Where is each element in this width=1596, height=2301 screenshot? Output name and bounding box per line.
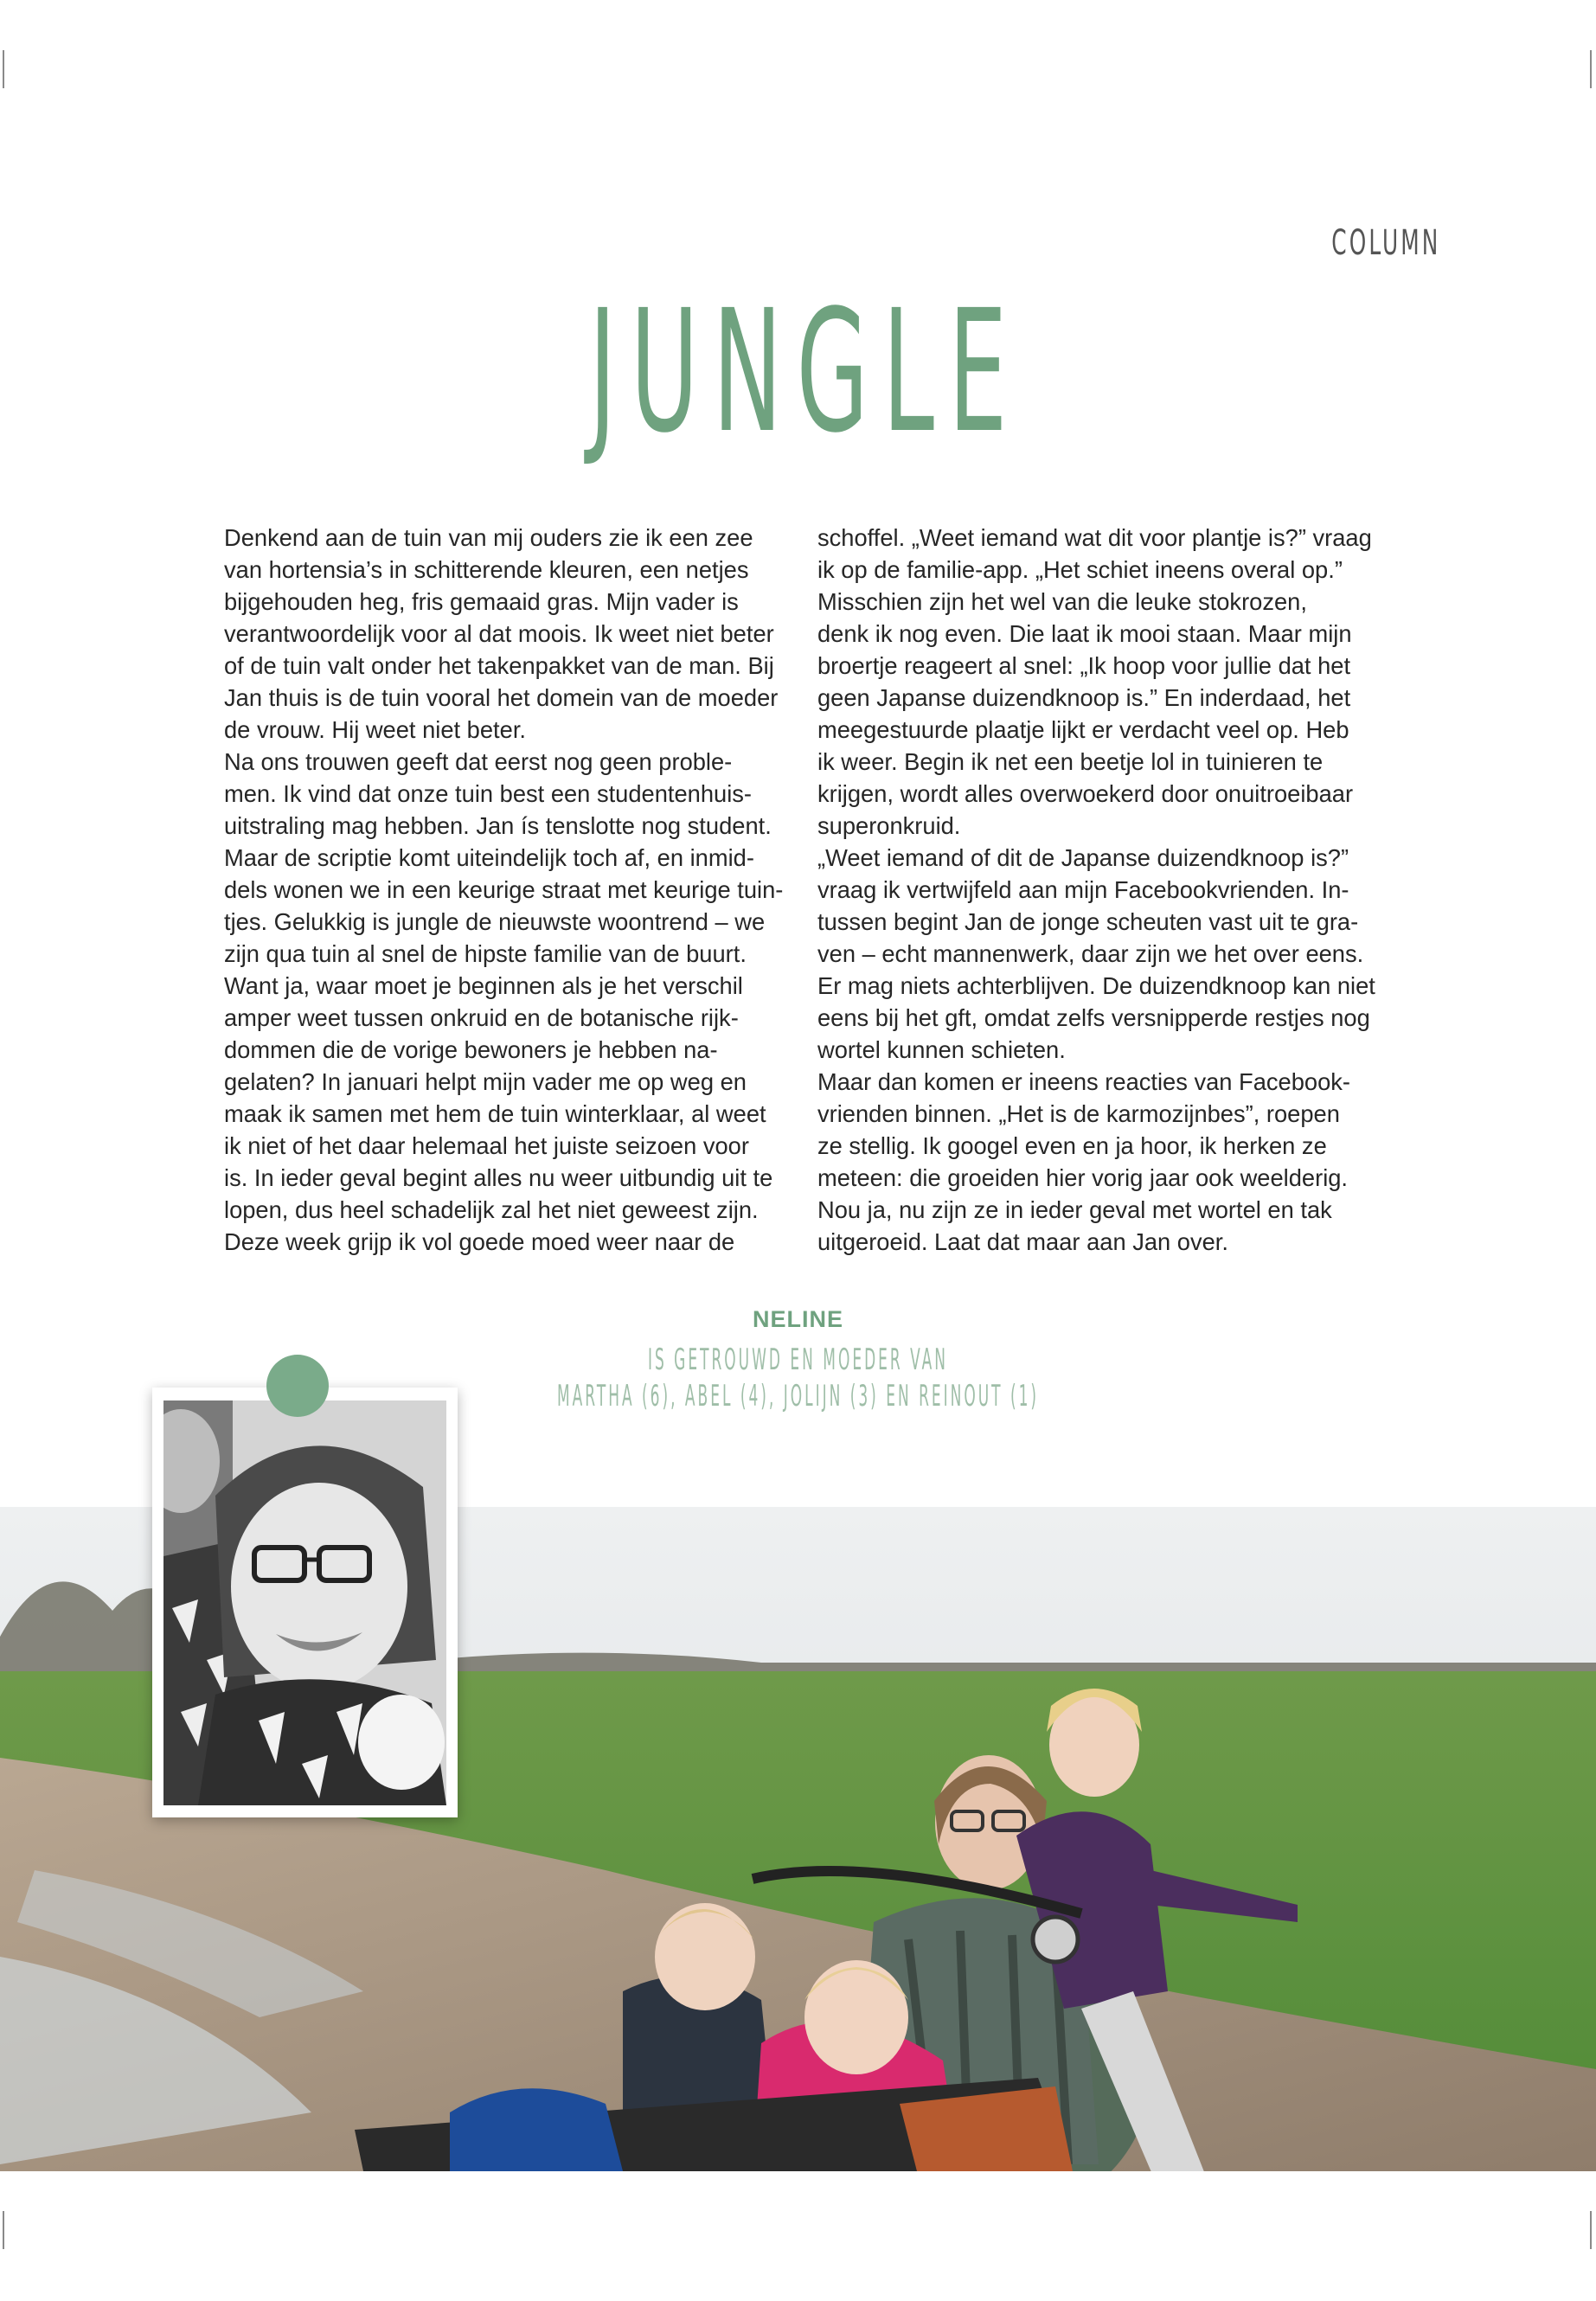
page-title: JUNGLE [588,273,1022,470]
crop-mark-bottom-right [1590,2211,1592,2249]
author-portrait-photo [163,1400,446,1805]
crop-mark-top-left [3,50,4,88]
accent-dot [266,1355,329,1417]
author-portrait-frame [152,1388,458,1817]
crop-mark-top-right [1590,50,1592,88]
author-bio-line-2: MARTHA (6), ABEL (4), JOLIJN (3) EN REINOUT (1) [556,1379,1040,1413]
crop-mark-bottom-left [3,2211,4,2249]
author-name: NELINE [752,1306,843,1332]
section-kicker: COLUMN [1330,223,1440,263]
author-bio-line-1: IS GETROUWD EN MOEDER VAN [647,1343,949,1377]
article-column-right: schoffel. „Weet iemand wat dit voor plantje is?” vraag ik op de familie-app. „Het schiet ineens overal op.” Misschien zijn het wel van die leuke stokrozen, denk ik nog even. Die laat ik mooi staan. Maar mijn broertje reageert al snel: „Ik hoop voor jullie dat het geen Japanse duizendknoop is.” En inderdaad, het meegestuurde plaatje lijkt er verdacht veel op. Heb ik weer. Begin ik net een beetje lol in tuinieren te krijgen, wordt alles overwoekerd door onuitroeibaar superonkruid. „Weet iemand of dit de Japanse duizendknoop is?” vraag ik vertwijfeld aan mijn Facebookvrienden. In- tussen begint Jan de jonge scheuten vast uit te gra- ven – echt mannenwerk, daar zijn we het over eens. Er mag niets achterblijven. De duizendknoop kan niet eens bij het gft, omdat zelfs versnipperde restjes nog wortel kunnen schieten. Maar dan komen er ineens reacties van Facebook- vrienden binnen. „Het is de karmozijnbes”, roepen ze stellig. Ik googel even en ja hoor, ik herken ze meteen: die groeiden hier vorig jaar ook weelderig. Nou ja, nu zijn ze in ieder geval met wortel en tak uitgeroeid. Laat dat maar aan Jan over. [817,524,1375,1255]
article-column-left: Denkend aan de tuin van mij ouders zie ik een zee van hortensia’s in schitterende kleuren, een netjes bijgehouden heg, fris gemaaid gras. Mijn vader is verantwoordelijk voor al dat moois. Ik weet niet beter of de tuin valt onder het takenpakket van de man. Bij Jan thuis is de tuin vooral het domein van de moeder de vrouw. Hij weet niet beter. Na ons trouwen geeft dat eerst nog geen proble- men. Ik vind dat onze tuin best een studentenhuis- uitstraling mag hebben. Jan ís tenslotte nog student. Maar de scriptie komt uiteindelijk toch af, en inmid- dels wonen we in een keurige straat met keurige tuin- tjes. Gelukkig is jungle de nieuwste woontrend – we zijn qua tuin al snel de hipste familie van de buurt. Want ja, waar moet je beginnen als je het verschil amper weet tussen onkruid en de botanische rijk- dommen die de vorige bewoners je hebben na- gelaten? In januari helpt mijn vader me op weg en maak ik samen met hem de tuin winterklaar, al weet ik niet of het daar helemaal het juiste seizoen voor is. In ieder geval begint alles nu weer uitbundig uit te lopen, dus heel schadelijk zal het niet geweest zijn. Deze week grijp ik vol goede moed weer naar de [224,524,784,1255]
